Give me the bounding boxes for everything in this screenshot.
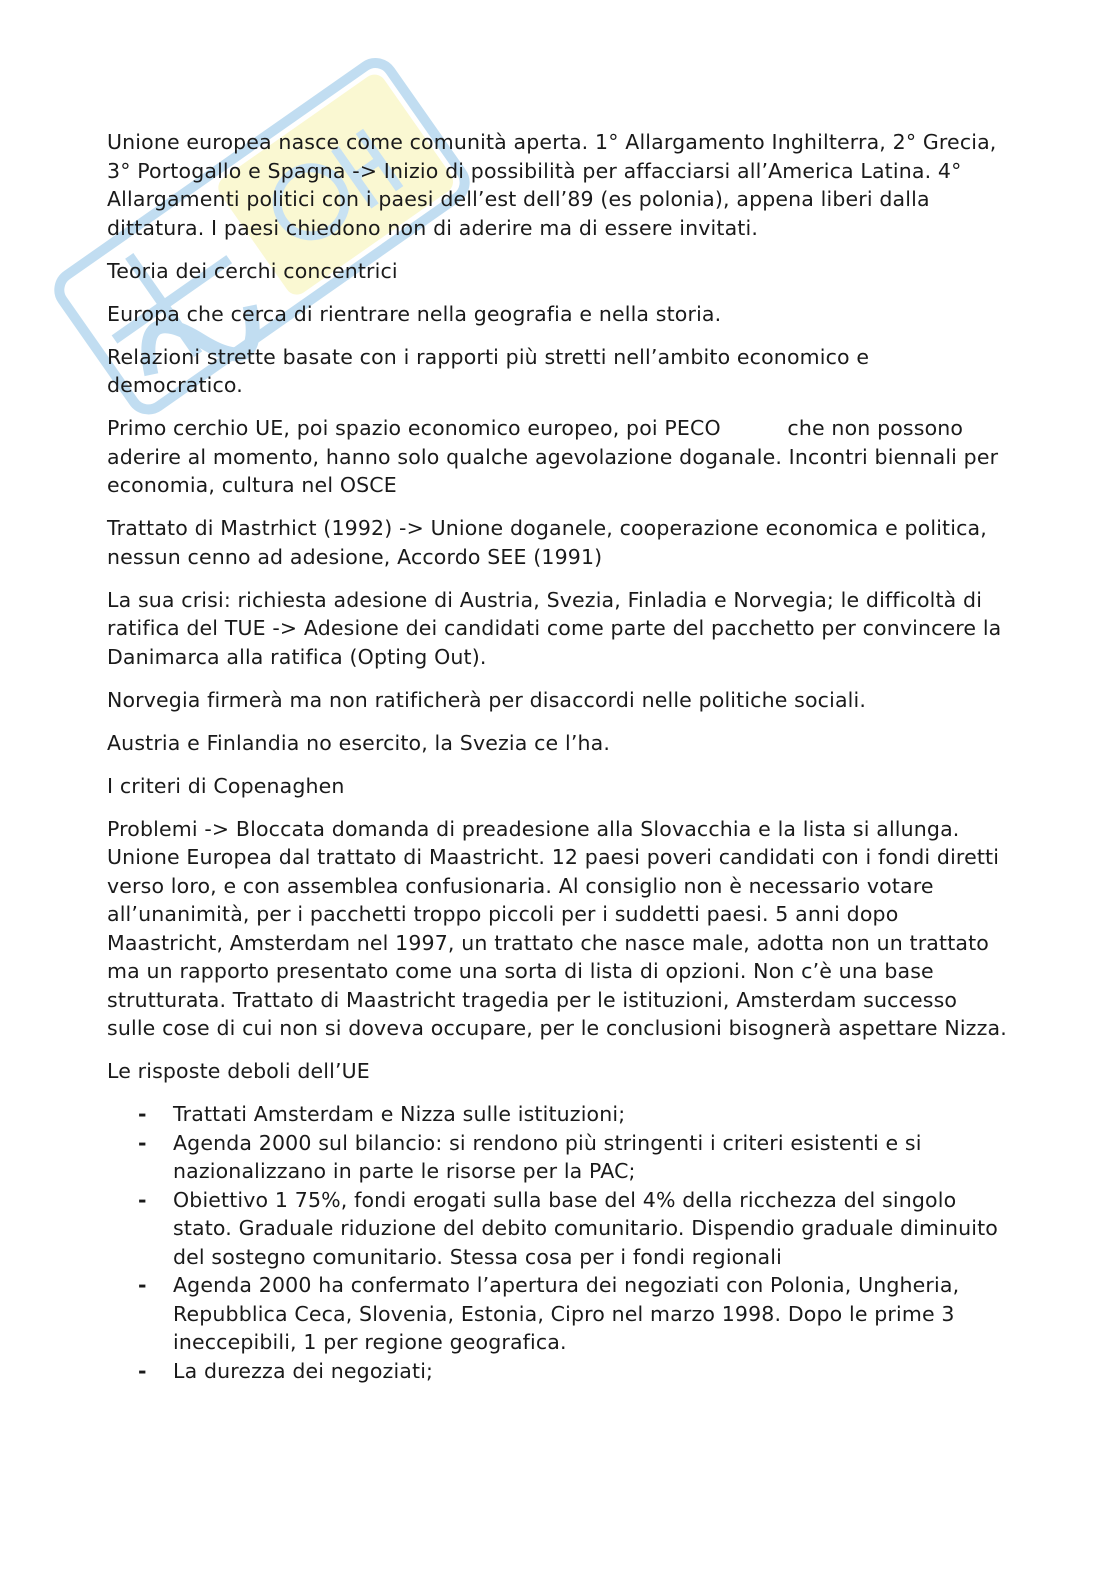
list-item-text: Obiettivo 1 75%, fondi erogati sulla base del 4% della ricchezza del singolo stato. Graduale riduzione del debito comunitario. Dispendio graduale diminuito del sostegno comunitario. Stessa cosa per i fondi regionali [173, 1187, 998, 1269]
paragraph-norvegia: Norvegia firmerà ma non ratificherà per disaccordi nelle politiche sociali. [107, 687, 867, 712]
paragraph-primo-cerchio: Primo cerchio UE, poi spazio economico europeo, poi PECO che non possono aderire al momento, hanno solo qualche agevolazione doganale. Incontri biennali per economia, cultura nel OSCE [107, 416, 1005, 497]
paragraph-europa-geografia: Europa che cerca di rientrare nella geografia e nella storia. [107, 301, 722, 326]
paragraph-crisi: La sua crisi: richiesta adesione di Austria, Svezia, Finladia e Norvegia; le difficoltà di ratifica del TUE -> Adesione dei candidati come parte del pacchetto per convincere la Danimarca alla ratifica (Opting Out). [107, 587, 1009, 669]
bullet-marker: - [138, 1187, 147, 1212]
list-item [107, 1271, 1007, 1357]
paragraph-relazioni: Relazioni strette basate con i rapporti più stretti nell’ambito economico e democratico. [107, 344, 876, 397]
bullet-marker: - [138, 1273, 147, 1297]
paragraph-trattato-mastrhict: Trattato di Mastrhict (1992) -> Unione doganele, cooperazione economica e politica, nessun cenno ad adesione, Accordo SEE (1991) [107, 516, 994, 569]
list-item-text: Trattati Amsterdam e Nizza sulle istituzioni; [173, 1102, 626, 1126]
document-page [107, 128, 1007, 1385]
list-item [107, 1129, 1007, 1186]
heading-criteri-copenaghen: I criteri di Copenaghen [107, 773, 345, 798]
bullet-marker: - [138, 1102, 147, 1126]
paragraph-problemi: Problemi -> Bloccata domanda di preadesione alla Slovacchia e la lista si allunga. Unione Europea dal trattato di Maastricht. 12 paesi poveri candidati con i fondi diretti verso loro, e con assemblea confusionaria. Al consiglio non è necessario votare all’unanimità, per i pacchetti troppo piccoli per i suddetti paesi. 5 anni dopo Maastricht, Amsterdam nel 1997, un trattato che nasce male, adotta non un trattato ma un rapporto presentato come una sorta di lista di opzioni. Non c’è una base strutturata. Trattato di Maastricht tragedia per le istituzioni, Amsterdam successo sulle cose di cui non si doveva occupare, per le conclusioni bisognerà aspettare Nizza. [107, 816, 1007, 1040]
heading-cerchi-concentrici: Teoria dei cerchi concentrici [107, 258, 398, 283]
heading-risposte-deboli: Le risposte deboli dell’UE [107, 1059, 370, 1083]
list-item-text: Agenda 2000 sul bilancio: si rendono più stringenti i criteri esistenti e si nazionalizzano in parte le risorse per la PAC; [173, 1130, 922, 1183]
list-item-text: La durezza dei negoziati; [173, 1358, 434, 1383]
list-item-text: Agenda 2000 ha confermato l’apertura dei negoziati con Polonia, Ungheria, Repubblica Ceca, Slovenia, Estonia, Cipro nel marzo 1998. Dopo le prime 3 ineccepibili, 1 per regione geografica. [173, 1273, 960, 1354]
bullet-marker: - [138, 1130, 147, 1155]
bullet-list [107, 1100, 1007, 1385]
list-item [107, 1186, 1007, 1272]
paragraph-austria-finlandia: Austria e Finlandia no esercito, la Svezia ce l’ha. [107, 730, 611, 755]
list-item [107, 1357, 1007, 1386]
bullet-marker: - [138, 1358, 147, 1383]
list-item [107, 1100, 1007, 1129]
paragraph-intro: Unione europea nasce come comunità aperta. 1° Allargamento Inghilterra, 2° Grecia, 3° Portogallo e Spagna -> Inizio di possibilità per affacciarsi all’America Latina. 4° Allargamenti politici con i paesi dell’est dell’89 (es polonia), appena liberi dalla dittatura. I paesi chiedono non di aderire ma di essere invitati. [107, 130, 1004, 240]
